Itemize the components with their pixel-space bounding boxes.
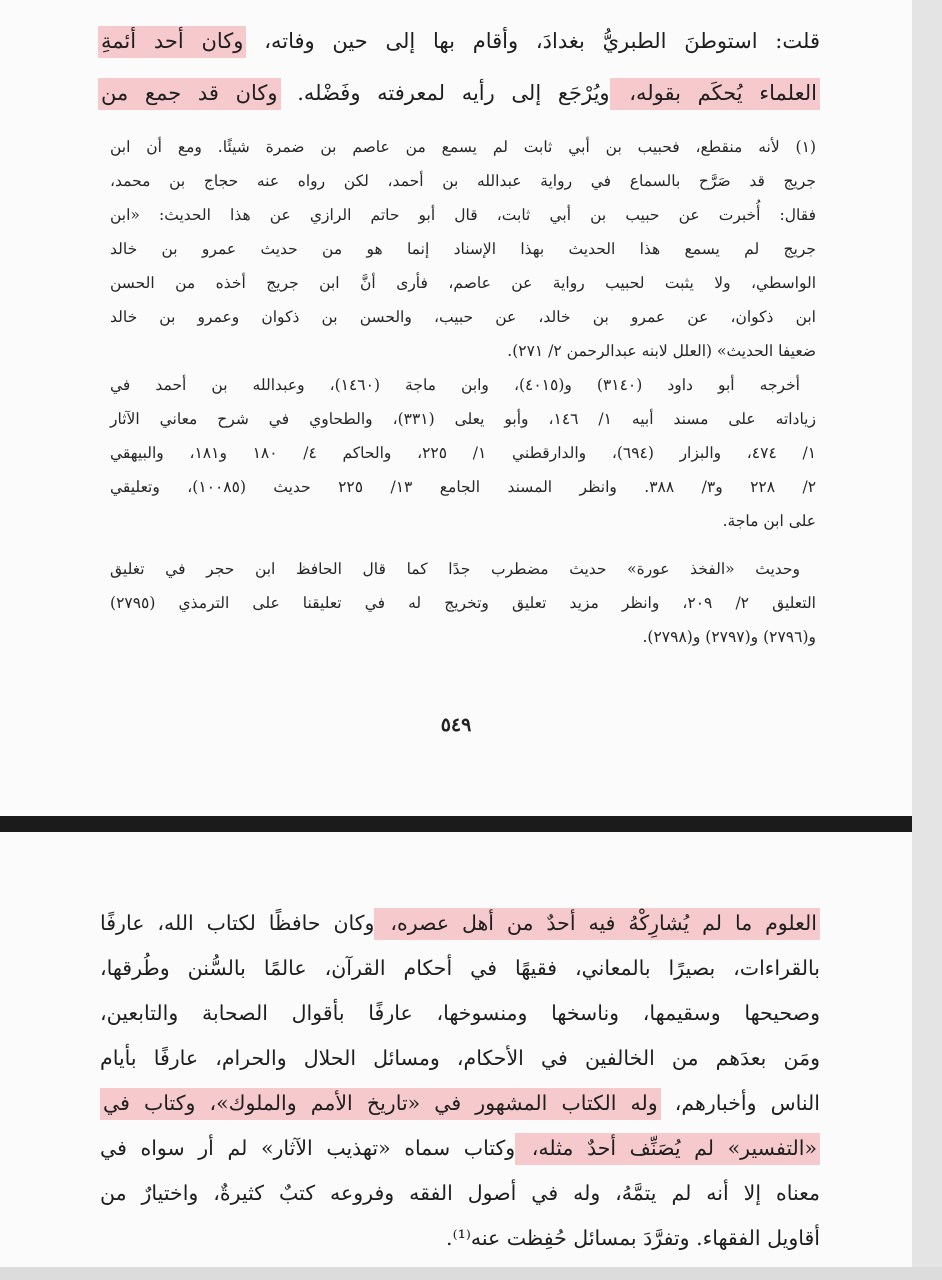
bottom-book-page xyxy=(0,832,912,1267)
text-span: وصحيحها وسقيمها، وناسخها ومنسوخها، عارفًا بأقوال الصحابة والتابعين، xyxy=(100,1001,820,1025)
footnote-line: وحديث «الفخذ عورة» حديث مضطرب جدًا كما قال الحافظ ابن حجر في تغليق xyxy=(110,560,800,578)
text-span: ومَن بعدَهم من الخالفين في الأحكام، ومسائل الحلال والحرام، عارفًا بأيام xyxy=(100,1046,820,1070)
text-span: أقاويل الفقهاء. وتفرَّدَ بمسائل حُفِظت عنه xyxy=(470,1226,820,1250)
page-number: ٥٤٩ xyxy=(440,714,472,736)
text-span: ويُرْجَع إلى رأيه لمعرفته وفَضْله. xyxy=(280,81,610,105)
text-span: قلت: استوطنَ الطبريُّ بغدادَ، وأقام بها إلى حين وفاته، xyxy=(246,29,820,53)
body-line xyxy=(100,908,820,938)
highlighted-text: العلوم ما لم يُشارِكْهُ فيه أحدٌ من أهل عصره، xyxy=(374,908,820,940)
footnote-line: أخرجه أبو داود (٣١٤٠) و(٤٠١٥)، وابن ماجة (١٤٦٠)، وعبدالله بن أحمد في xyxy=(110,376,800,394)
footnote-line: ابن ذكوان، عن عمرو بن خالد، عن حبيب، والحسن بن ذكوان وعمرو بن خالد xyxy=(110,308,816,326)
text-span: بالقراءات، بصيرًا بالمعاني، فقيهًا في أحكام القرآن، عالمًا بالسُّنن وطُرقها، xyxy=(100,956,820,980)
footnote-line: على ابن ماجة. xyxy=(722,512,816,530)
body-line xyxy=(100,953,820,983)
highlighted-text: «التفسير» لم يُصَنِّف أحدٌ مثله، xyxy=(515,1133,820,1165)
main-line xyxy=(98,78,820,108)
text-span: ⁽¹⁾ xyxy=(452,1226,471,1250)
text-span: الناس وأخبارهم، xyxy=(660,1091,820,1115)
page-divider xyxy=(0,816,912,832)
footnote-line: جريج لم يسمع هذا الحديث بهذا الإسناد إنما هو من حديث عمرو بن خالد xyxy=(110,240,816,258)
text-span: . xyxy=(446,1226,453,1250)
body-line xyxy=(100,1088,820,1118)
background-strip xyxy=(912,0,942,1280)
footnote-line: ضعيفا الحديث» (العلل لابنه عبدالرحمن ٢/ ٢٧١). xyxy=(507,342,816,360)
footnote-line: ٢/ ٢٢٨ و٣/ ٣٨٨. وانظر المسند الجامع ١٣/ ٢٢٥ حديث (١٠٠٨٥)، وتعليقي xyxy=(110,478,817,496)
body-line xyxy=(100,998,820,1028)
footnote-line: ١/ ٤٧٤، والبزار (٦٩٤)، والدارقطني ١/ ٢٢٥، والحاكم ٤/ ١٨٠ و١٨١، والبيهقي xyxy=(110,444,817,462)
main-line xyxy=(98,26,820,56)
highlighted-text: وكان قد جمع من xyxy=(98,78,281,110)
text-span: وكتاب سماه «تهذيب الآثار» لم أر سواه في xyxy=(100,1136,516,1160)
footnote-line: و(٢٧٩٦) و(٢٧٩٧) و(٢٧٩٨). xyxy=(642,628,816,646)
body-line xyxy=(100,1223,820,1253)
bottom-edge xyxy=(0,1267,942,1280)
footnote-line: جريج قد صَرَّح بالسماع في رواية عبدالله بن أحمد، لكن رواه عنه حجاج بن محمد، xyxy=(110,172,816,190)
footnote-line: (١) لأنه منقطع، فحبيب بن أبي ثابت لم يسمع من عاصم بن ضمرة شيئًا. ومع أن ابن xyxy=(110,138,816,156)
body-line xyxy=(100,1133,820,1163)
text-span: وكان حافظًا لكتاب الله، عارفًا xyxy=(100,911,375,935)
body-line xyxy=(100,1178,820,1208)
text-span: معناه إلا أنه لم يتمَّهُ، وله في أصول الفقه وفروعه كتبٌ كثيرةٌ، واختيارٌ من xyxy=(100,1181,820,1205)
highlighted-text: العلماء يُحكَم بقوله، xyxy=(610,78,820,110)
body-line xyxy=(100,1043,820,1073)
footnote-line: زياداته على مسند أبيه ١/ ١٤٦، وأبو يعلى (٣٣١)، والطحاوي في شرح معاني الآثار xyxy=(110,410,816,428)
highlighted-text: وكان أحد أئمةِ xyxy=(98,26,246,58)
footnote-line: الواسطي، ولا يثبت لحبيب رواية عن عاصم، فأرى أنَّ ابن جريج أخذه من الحسن xyxy=(110,274,816,292)
footnote-line: فقال: أُخبرت عن حبيب بن أبي ثابت، قال أبو حاتم الرازي عن هذا الحديث: «ابن xyxy=(110,206,816,224)
highlighted-text: وله الكتاب المشهور في «تاريخ الأمم والملوك»، وكتاب في xyxy=(100,1088,661,1120)
footnote-line: التعليق ٢/ ٢٠٩، وانظر مزيد تعليق وتخريج له في تعليقنا على الترمذي (٢٧٩٥) xyxy=(110,594,816,612)
